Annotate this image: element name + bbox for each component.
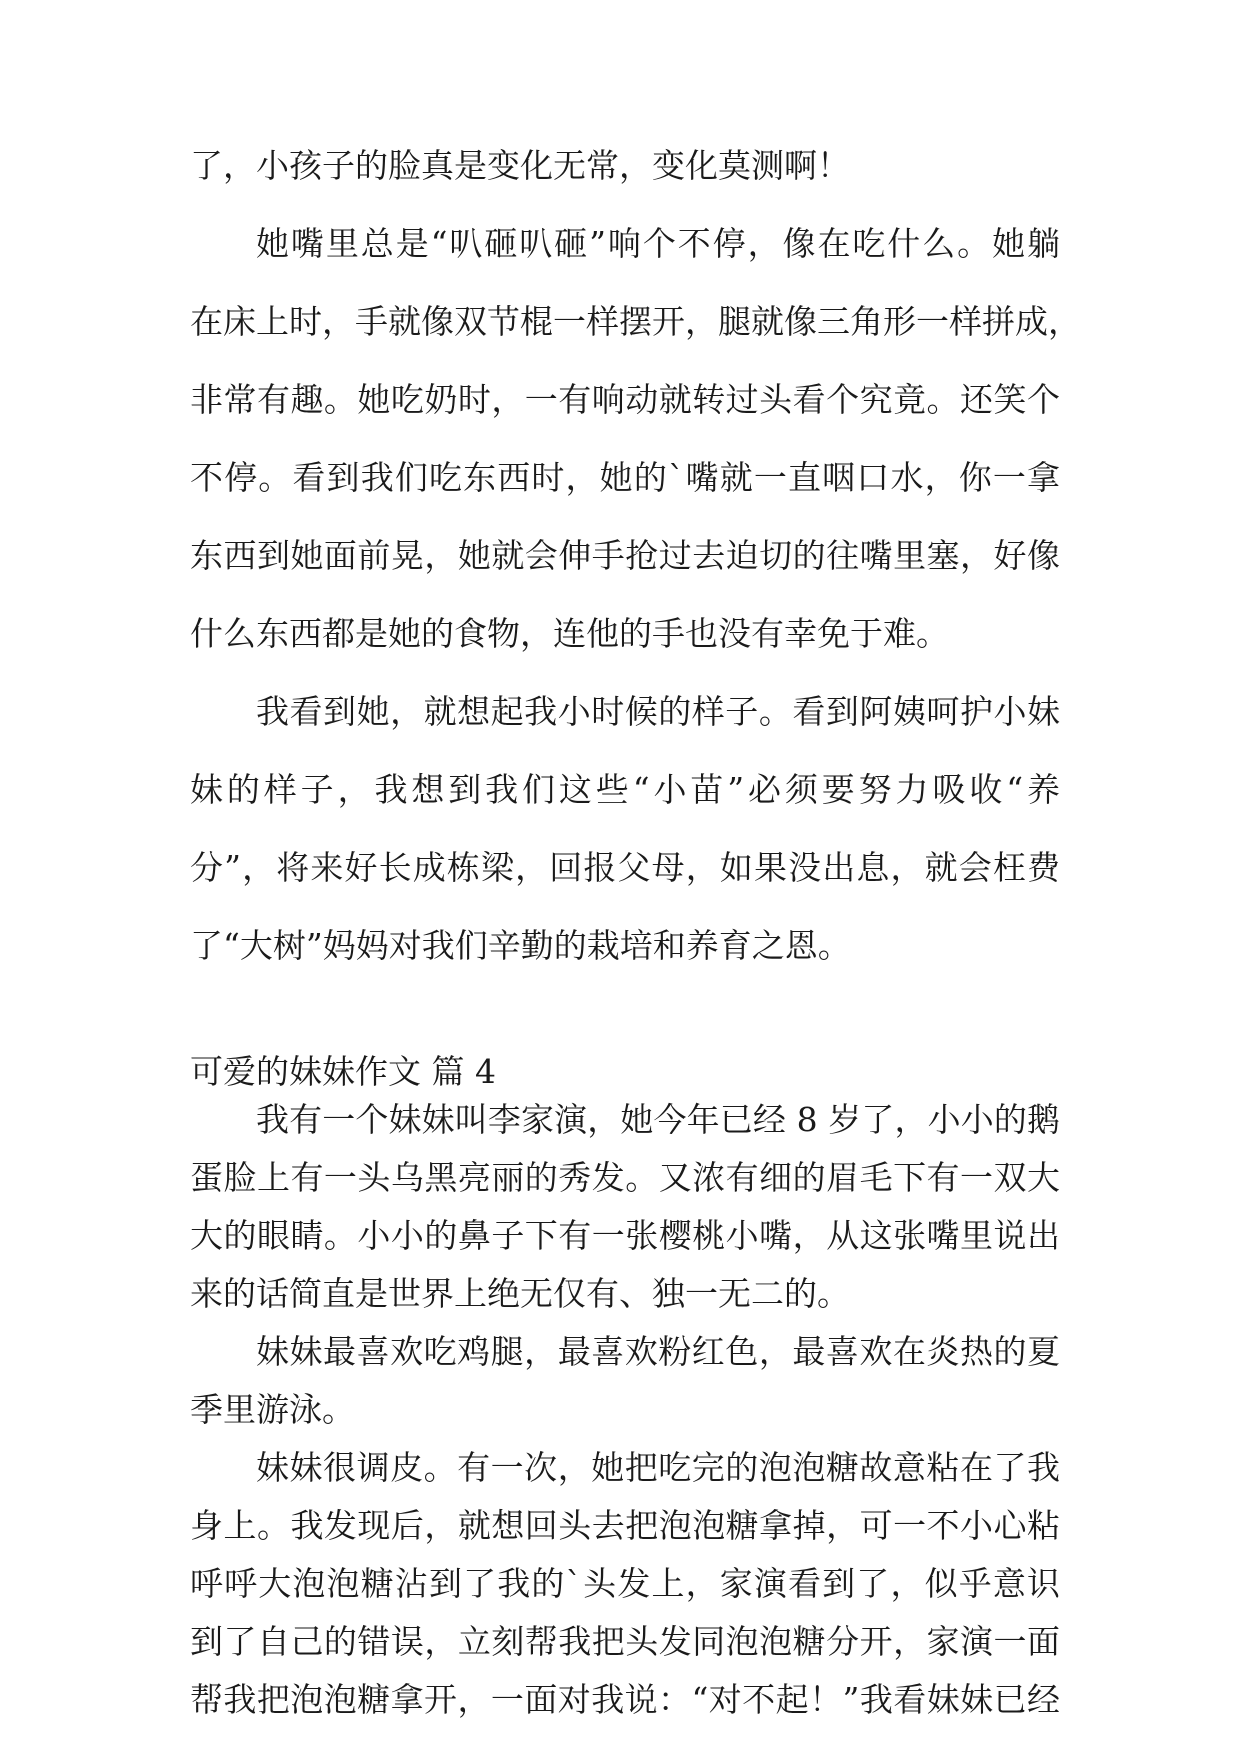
text-line: 我看到她，就想起我小时候的样子。看到阿姨呵护小妹 [256,692,1060,731]
text-line: 妹的样子，我想到我们这些“小苗”必须要努力吸收“养 [190,770,1060,809]
text-line: 什么东西都是她的食物，连他的手也没有幸免于难。 [190,614,949,653]
text-line: 我有一个妹妹叫李家演，她今年已经 8 岁了，小小的鹅 [256,1100,1060,1139]
text-line: 不停。看到我们吃东西时，她的`嘴就一直咽口水，你一拿 [190,458,1060,497]
text-line: 身上。我发现后，就想回头去把泡泡糖拿掉，可一不小心粘 [190,1506,1060,1545]
text-line: 了“大树”妈妈对我们辛勤的栽培和养育之恩。 [190,926,851,965]
text-line: 在床上时，手就像双节棍一样摆开，腿就像三角形一样拼成， [190,302,1081,341]
section-heading: 可爱的妹妹作文 篇 4 [190,1052,496,1091]
text-line: 非常有趣。她吃奶时，一有响动就转过头看个究竟。还笑个 [190,380,1060,419]
text-line: 到了自己的错误，立刻帮我把头发同泡泡糖分开，家演一面 [190,1622,1060,1661]
text-line: 蛋脸上有一头乌黑亮丽的秀发。又浓有细的眉毛下有一双大 [190,1158,1060,1197]
text-line: 来的话简直是世界上绝无仅有、独一无二的。 [190,1274,850,1313]
text-line: 妹妹很调皮。有一次，她把吃完的泡泡糖故意粘在了我 [256,1448,1060,1487]
text-line: 呼呼大泡泡糖沾到了我的`头发上，家演看到了，似乎意识 [190,1564,1060,1603]
text-line: 大的眼睛。小小的鼻子下有一张樱桃小嘴，从这张嘴里说出 [190,1216,1060,1255]
text-line: 她嘴里总是“叭砸叭砸”响个不停，像在吃什么。她躺 [256,224,1060,263]
text-line: 了，小孩子的脸真是变化无常，变化莫测啊！ [190,146,850,185]
text-line: 帮我把泡泡糖拿开，一面对我说：“对不起！”我看妹妹已经 [190,1680,1060,1719]
text-line: 季里游泳。 [190,1390,355,1429]
text-line: 分”，将来好长成栋梁，回报父母，如果没出息，就会枉费 [190,848,1060,887]
text-line: 妹妹最喜欢吃鸡腿，最喜欢粉红色，最喜欢在炎热的夏 [256,1332,1060,1371]
text-line: 东西到她面前晃，她就会伸手抢过去迫切的往嘴里塞，好像 [190,536,1060,575]
